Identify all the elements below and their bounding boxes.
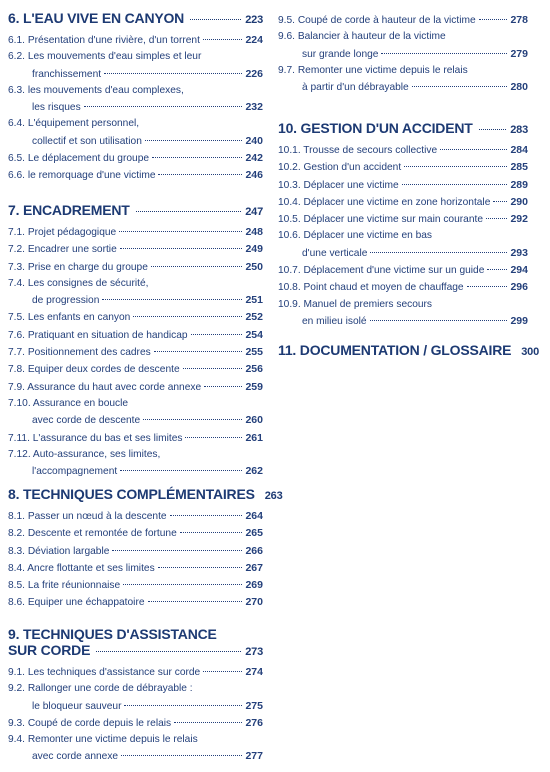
- entry-page-number: 252: [245, 311, 263, 324]
- toc-entry: [8, 732, 263, 766]
- entry-title-continued: les risques: [32, 102, 81, 114]
- toc-entry: [8, 715, 263, 732]
- dot-leader: [158, 567, 243, 568]
- toc-section-10: [278, 120, 528, 330]
- section-page-number: 273: [245, 646, 263, 658]
- entry-title: 7.1. Projet pédagogique: [8, 227, 117, 238]
- entry-page-number: 274: [245, 666, 263, 678]
- dot-leader: [170, 515, 243, 516]
- entry-title: 8.1. Passer un nœud à la descente: [8, 511, 167, 522]
- entry-page-number: 278: [510, 14, 528, 26]
- entry-title-continued: en milieu isolé: [302, 315, 367, 327]
- dot-leader: [124, 705, 242, 706]
- toc-section-11: [278, 342, 540, 364]
- toc-entry: [8, 259, 263, 276]
- toc-entry: [8, 577, 263, 594]
- entry-title: 10.8. Point chaud et moyen de chauffage: [278, 282, 464, 294]
- entry-title: 10.6. Déplacer une victime en bas: [278, 230, 433, 242]
- dot-leader: [412, 86, 508, 87]
- entry-title-continued: avec corde annexe: [32, 751, 119, 763]
- toc-entry: [8, 83, 263, 117]
- toc-section-6: [8, 10, 263, 185]
- dot-leader: [190, 19, 241, 20]
- entry-page-number: 265: [245, 527, 263, 540]
- dot-leader: [104, 73, 242, 74]
- entry-page-number: 296: [510, 281, 528, 294]
- entry-page-number: 264: [245, 510, 263, 522]
- entry-title: 9.7. Remonter une victime depuis le relais: [278, 64, 468, 76]
- toc-section-7: [8, 202, 263, 480]
- entry-title: 7.8. Equiper deux cordes de descente: [8, 364, 180, 376]
- toc-entry: [8, 525, 263, 542]
- entry-page-number: 250: [245, 260, 263, 273]
- entry-title: 10.9. Manuel de premiers secours: [278, 298, 433, 310]
- dot-leader: [479, 129, 507, 130]
- entry-title: 8.2. Descente et remontée de fortune: [8, 528, 177, 540]
- toc-entry: [8, 150, 263, 167]
- entry-page-number: 261: [245, 431, 263, 444]
- entry-title: 7.11. L'assurance du bas et ses limites: [8, 432, 183, 444]
- dot-leader: [119, 231, 242, 232]
- section-title: 11. DOCUMENTATION / GLOSSAIRE: [278, 342, 512, 358]
- toc-entry: [8, 430, 263, 447]
- dot-leader: [467, 286, 508, 287]
- section-heading: [8, 486, 283, 502]
- toc-entry: [8, 344, 263, 361]
- dot-leader: [191, 334, 243, 335]
- entry-title: 7.5. Les enfants en canyon: [8, 312, 131, 324]
- toc-entry: [8, 379, 263, 396]
- entry-page-number: 249: [245, 243, 263, 256]
- toc-entry: [8, 327, 263, 344]
- entry-list: [278, 12, 528, 96]
- entry-title: 10.2. Gestion d'un accident: [278, 162, 402, 174]
- entry-title: 9.4. Remonter une victime depuis le relais: [8, 734, 198, 746]
- section-title-line1: 9. TECHNIQUES D'ASSISTANCE: [8, 626, 217, 642]
- entry-title: 9.6. Balancier à hauteur de la victime: [278, 31, 446, 43]
- dot-leader: [402, 184, 508, 185]
- dot-leader: [183, 368, 243, 369]
- entry-page-number: 270: [245, 596, 263, 609]
- entry-page-number: 259: [245, 380, 263, 393]
- toc-entry: [278, 279, 528, 296]
- entry-title: 7.2. Encadrer une sortie: [8, 244, 117, 256]
- entry-list: [278, 142, 528, 330]
- dot-leader: [370, 252, 507, 253]
- entry-page-number: 269: [245, 579, 263, 592]
- entry-title-continued: franchissement: [32, 68, 102, 80]
- toc-section-9-continued: [278, 12, 528, 96]
- dot-leader: [493, 201, 507, 202]
- entry-list: [8, 224, 263, 480]
- entry-page-number: 280: [510, 81, 528, 94]
- entry-title: 9.2. Rallonger une corde de débrayable :: [8, 683, 193, 695]
- entry-page-number: 251: [245, 294, 263, 307]
- toc-entry: [8, 167, 263, 184]
- entry-page-number: 248: [245, 226, 263, 238]
- toc-entry: [8, 560, 263, 577]
- entry-title: 10.3. Déplacer une victime: [278, 179, 399, 191]
- entry-page-number: 267: [245, 561, 263, 574]
- entry-title: 6.2. Les mouvements d'eau simples et leur: [8, 51, 202, 63]
- entry-page-number: 279: [510, 47, 528, 60]
- dot-leader: [440, 149, 507, 150]
- toc-entry: [278, 194, 528, 211]
- dot-leader: [151, 266, 243, 267]
- entry-title-continued: de progression: [32, 295, 100, 307]
- entry-title: 7.6. Pratiquant en situation de handicap: [8, 329, 188, 341]
- toc-entry: [8, 508, 263, 525]
- section-page-number: 247: [245, 206, 263, 218]
- toc-entry: [278, 211, 528, 228]
- toc-entry: [278, 262, 528, 279]
- entry-page-number: 284: [510, 144, 528, 156]
- entry-page-number: 294: [510, 264, 528, 277]
- toc-entry: [278, 12, 528, 29]
- entry-page-number: 246: [245, 169, 263, 182]
- dot-leader: [120, 248, 243, 249]
- toc-section-8: [8, 486, 283, 612]
- toc-entry: [8, 396, 263, 430]
- entry-list: [8, 664, 263, 766]
- entry-list: [8, 508, 263, 612]
- entry-title: 7.10. Assurance en boucle: [8, 397, 129, 409]
- entry-title: 9.5. Coupé de corde à hauteur de la victime: [278, 15, 476, 26]
- dot-leader: [152, 157, 242, 158]
- section-page-number: 223: [245, 14, 263, 26]
- section-title: 8. TECHNIQUES COMPLÉMENTAIRES: [8, 486, 255, 502]
- entry-title: 7.12. Auto-assurance, ses limites,: [8, 448, 161, 460]
- entry-title: 8.5. La frite réunionnaise: [8, 580, 121, 592]
- section-title: 6. L'EAU VIVE EN CANYON: [8, 10, 185, 26]
- dot-leader: [180, 532, 243, 533]
- entry-page-number: 290: [510, 195, 528, 208]
- toc-entry: [8, 447, 263, 481]
- toc-entry: [278, 142, 528, 159]
- entry-title: 10.5. Déplacer une victime sur main courante: [278, 214, 483, 226]
- section-title: 7. ENCADREMENT: [8, 202, 130, 218]
- entry-page-number: 226: [245, 67, 263, 80]
- entry-page-number: 242: [245, 152, 263, 165]
- dot-leader: [102, 299, 242, 300]
- section-title-line2: SUR CORDE: [8, 642, 91, 658]
- toc-entry: [8, 309, 263, 326]
- dot-leader: [203, 39, 243, 40]
- toc-entry: [278, 159, 528, 176]
- entry-title: 7.4. Les consignes de sécurité,: [8, 277, 149, 289]
- toc-entry: [8, 224, 263, 241]
- toc-entry: [278, 228, 528, 262]
- entry-page-number: 275: [245, 699, 263, 712]
- entry-page-number: 289: [510, 178, 528, 191]
- entry-title: 6.5. Le déplacement du groupe: [8, 153, 150, 165]
- toc-entry: [8, 681, 263, 715]
- section-page-number: 283: [510, 124, 528, 136]
- entry-title: 10.4. Déplacer une victime en zone horizontale: [278, 196, 491, 208]
- toc-entry: [8, 361, 263, 378]
- dot-leader: [204, 386, 242, 387]
- section-page-number: 263: [264, 490, 283, 502]
- section-heading: [8, 202, 263, 218]
- entry-page-number: 224: [245, 34, 263, 46]
- dot-leader: [123, 584, 242, 585]
- toc-entry: [8, 543, 263, 560]
- entry-page-number: 293: [510, 246, 528, 259]
- entry-page-number: 255: [245, 346, 263, 359]
- dot-leader: [479, 19, 508, 20]
- entry-page-number: 292: [510, 213, 528, 226]
- entry-list: [8, 32, 263, 185]
- entry-page-number: 285: [510, 161, 528, 174]
- entry-title: 6.4. L'équipement personnel,: [8, 118, 140, 130]
- dot-leader: [96, 651, 241, 652]
- entry-title: 6.6. le remorquage d'une victime: [8, 170, 156, 182]
- toc-entry: [278, 177, 528, 194]
- dot-leader: [487, 269, 507, 270]
- entry-title-continued: avec corde de descente: [32, 415, 141, 427]
- dot-leader: [370, 320, 508, 321]
- dot-leader: [84, 106, 243, 107]
- entry-title: 6.1. Présentation d'une rivière, d'un torrent: [8, 35, 200, 46]
- entry-page-number: 240: [245, 134, 263, 147]
- entry-title: 10.7. Déplacement d'une victime sur un guide: [278, 265, 485, 277]
- entry-page-number: 232: [245, 101, 263, 114]
- entry-title-continued: l'accompagnement: [32, 466, 118, 478]
- dot-leader: [185, 437, 242, 438]
- toc-entry: [8, 32, 263, 49]
- entry-page-number: 262: [245, 465, 263, 478]
- toc-entry: [278, 63, 528, 97]
- entry-page-number: 254: [245, 328, 263, 341]
- section-heading: [278, 120, 528, 136]
- section-page-number: 300: [521, 346, 540, 358]
- entry-title-continued: collectif et son utilisation: [32, 135, 142, 147]
- dot-leader: [136, 211, 242, 212]
- entry-page-number: 260: [245, 414, 263, 427]
- dot-leader: [112, 550, 242, 551]
- section-heading: [8, 10, 263, 26]
- toc-entry: [278, 29, 528, 63]
- entry-page-number: 256: [245, 363, 263, 376]
- section-title: 10. GESTION D'UN ACCIDENT: [278, 120, 473, 136]
- section-heading: [278, 342, 540, 358]
- toc-section-9: [8, 626, 263, 766]
- dot-leader: [381, 53, 507, 54]
- dot-leader: [486, 218, 507, 219]
- toc-entry: [8, 241, 263, 258]
- entry-page-number: 299: [510, 314, 528, 327]
- entry-title: 8.3. Déviation largable: [8, 545, 110, 557]
- entry-page-number: 276: [245, 716, 263, 729]
- toc-entry: [8, 49, 263, 83]
- entry-title: 9.1. Les techniques d'assistance sur corde: [8, 667, 201, 678]
- toc-entry: [8, 276, 263, 310]
- entry-title: 8.4. Ancre flottante et ses limites: [8, 562, 155, 574]
- toc-entry: [8, 664, 263, 681]
- dot-leader: [148, 601, 243, 602]
- toc-entry: [8, 116, 263, 150]
- toc-entry: [278, 297, 528, 331]
- entry-title-continued: sur grande longe: [302, 48, 379, 60]
- entry-title: 7.9. Assurance du haut avec corde annexe: [8, 381, 202, 393]
- dot-leader: [203, 671, 242, 672]
- entry-title-continued: à partir d'un débrayable: [302, 82, 409, 94]
- dot-leader: [143, 419, 242, 420]
- entry-page-number: 277: [245, 750, 263, 763]
- dot-leader: [120, 470, 242, 471]
- toc-entry: [8, 594, 263, 611]
- entry-title-continued: le bloqueur sauveur: [32, 700, 122, 712]
- entry-title: 6.3. les mouvements d'eau complexes,: [8, 84, 184, 96]
- entry-title: 7.7. Positionnement des cadres: [8, 347, 151, 359]
- entry-title: 9.3. Coupé de corde depuis le relais: [8, 717, 172, 729]
- entry-title-continued: d'une verticale: [302, 247, 368, 259]
- dot-leader: [154, 351, 243, 352]
- dot-leader: [404, 166, 507, 167]
- section-heading: [8, 626, 263, 658]
- dot-leader: [145, 140, 243, 141]
- dot-leader: [121, 755, 242, 756]
- dot-leader: [174, 722, 242, 723]
- entry-page-number: 266: [245, 544, 263, 557]
- entry-title: 7.3. Prise en charge du groupe: [8, 261, 148, 273]
- dot-leader: [158, 174, 242, 175]
- dot-leader: [133, 316, 242, 317]
- entry-title: 8.6. Equiper une échappatoire: [8, 597, 145, 609]
- entry-title: 10.1. Trousse de secours collective: [278, 145, 438, 156]
